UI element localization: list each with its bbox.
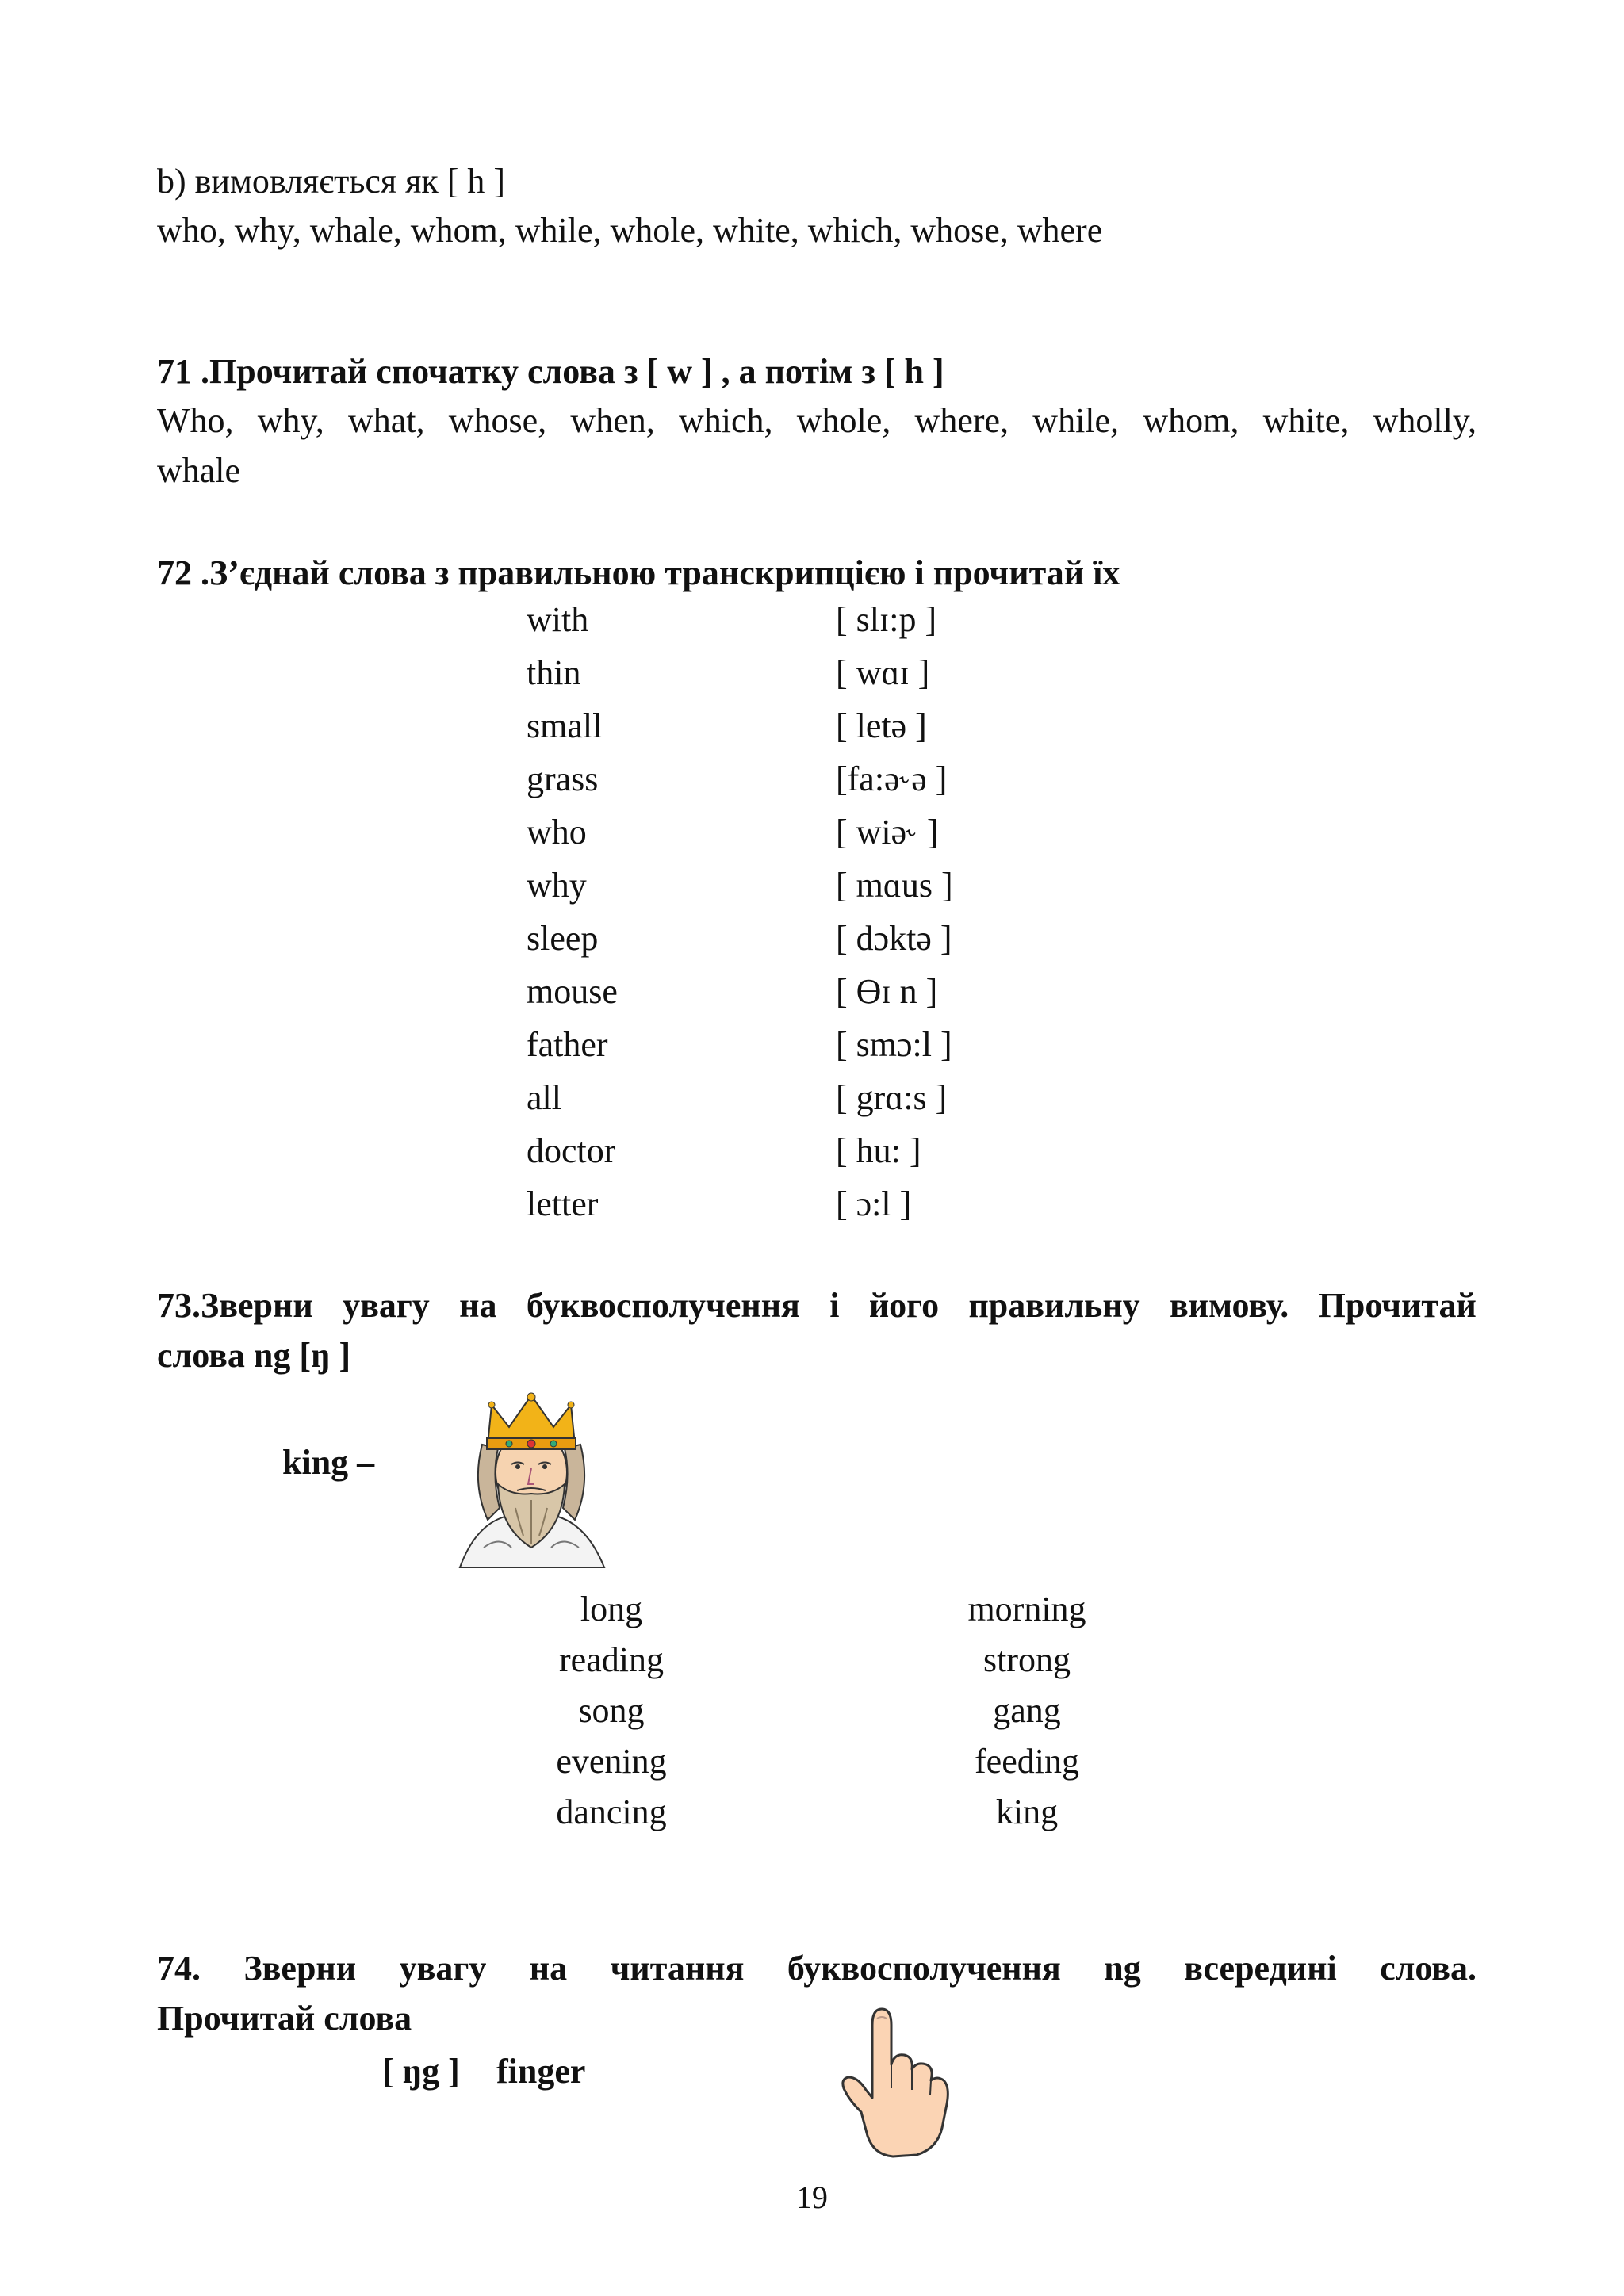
exercise-71-title: 71 .Прочитай спочатку слова з [ w ] , а потім з [ h ]	[157, 352, 944, 391]
matching-row	[527, 599, 1074, 652]
word: what,	[347, 401, 425, 440]
exercise-74-title-line-2: Прочитай слова	[157, 1999, 412, 2038]
king-label: king –	[282, 1443, 375, 1482]
word: читання	[610, 1949, 745, 1988]
word: 74.	[157, 1949, 201, 1988]
ng-words-right-column	[944, 1589, 1110, 1843]
word: which,	[678, 401, 773, 440]
matching-word: thin	[527, 653, 581, 692]
matching-row	[527, 1131, 1074, 1184]
word: whose,	[448, 401, 547, 440]
matching-transcription: [ wiə˞ ]	[836, 813, 939, 851]
ng-words-left-column	[528, 1589, 695, 1843]
ng-word: song	[578, 1691, 645, 1730]
matching-row	[527, 1184, 1074, 1237]
ng-word: reading	[559, 1640, 664, 1679]
word: увагу	[343, 1286, 430, 1325]
matching-row	[527, 918, 1074, 971]
finger-word: finger	[496, 2052, 586, 2091]
ng-word: strong	[983, 1640, 1071, 1679]
exercise-72-matching-table	[527, 599, 1074, 1237]
matching-transcription: [fa:ə˞ə ]	[836, 760, 948, 798]
matching-transcription: [ smɔ:l ]	[836, 1025, 952, 1064]
page-number: 19	[796, 2179, 828, 2215]
word: буквосполучення	[526, 1286, 800, 1325]
matching-row	[527, 971, 1074, 1024]
word: і	[829, 1286, 840, 1325]
ng-word: morning	[967, 1590, 1086, 1628]
matching-row	[527, 706, 1074, 759]
word: whom,	[1143, 401, 1239, 440]
ng-word: feeding	[975, 1742, 1079, 1781]
ng-word: long	[580, 1590, 643, 1628]
word: його	[868, 1286, 940, 1325]
word: why,	[257, 401, 324, 440]
section-b-words: who, why, whale, whom, while, whole, white, which, whose, where	[157, 211, 1103, 250]
word: увагу	[399, 1949, 487, 1988]
matching-word: small	[527, 706, 603, 745]
exercise-72-title: 72 .З’єднай слова з правильною транскрипцією і прочитай їх	[157, 553, 1120, 592]
king-illustration	[452, 1389, 611, 1571]
word: слова.	[1380, 1949, 1477, 1988]
exercise-73-title-line-1	[157, 1281, 1477, 1330]
matching-word: doctor	[527, 1131, 616, 1170]
exercise-74-title	[157, 1944, 1477, 1993]
matching-transcription: [ dɔktə ]	[836, 919, 952, 958]
ng-transcription: [ ŋg ]	[382, 2052, 460, 2091]
matching-transcription: [ hu: ]	[836, 1131, 921, 1170]
exercise-71-line-2: whale	[157, 451, 241, 490]
section-b-heading: b) вимовляється як [ h ]	[157, 162, 506, 201]
matching-word: letter	[527, 1184, 599, 1223]
word: while,	[1032, 401, 1120, 440]
matching-word: sleep	[527, 919, 599, 958]
matching-transcription: [ grɑ:s ]	[836, 1078, 948, 1117]
ng-word: evening	[556, 1742, 667, 1781]
ng-word: gang	[993, 1691, 1061, 1730]
word: white,	[1262, 401, 1350, 440]
matching-word: with	[527, 600, 589, 639]
exercise-73-title	[157, 1281, 1477, 1330]
word: всередині	[1184, 1949, 1337, 1988]
matching-word: why	[527, 866, 587, 905]
matching-row	[527, 652, 1074, 706]
exercise-71-line-1	[157, 396, 1477, 446]
word: when,	[570, 401, 655, 440]
pointing-finger-icon	[837, 2001, 956, 2160]
matching-word: father	[527, 1025, 608, 1064]
word: на	[459, 1286, 497, 1325]
matching-row	[527, 1024, 1074, 1077]
matching-word: all	[527, 1078, 561, 1117]
matching-transcription: [ wɑɪ ]	[836, 653, 930, 692]
matching-word: mouse	[527, 972, 618, 1011]
ng-word: dancing	[556, 1793, 667, 1831]
word: буквосполучення	[787, 1949, 1061, 1988]
matching-transcription: [ letə ]	[836, 706, 927, 745]
matching-transcription: [ mɑus ]	[836, 866, 953, 905]
matching-transcription: [ ɔ:l ]	[836, 1184, 912, 1223]
matching-row	[527, 759, 1074, 812]
word: Прочитай	[1318, 1286, 1477, 1325]
word: 73.Зверни	[157, 1286, 313, 1325]
exercise-73-title-line-2: слова ng [ŋ ]	[157, 1336, 351, 1375]
exercise-71-words	[157, 396, 1477, 446]
word: Who,	[157, 401, 234, 440]
word: where,	[914, 401, 1009, 440]
word: ng	[1104, 1949, 1141, 1988]
word: на	[529, 1949, 568, 1988]
matching-word: grass	[527, 760, 599, 798]
word: whole,	[796, 401, 891, 440]
matching-row	[527, 812, 1074, 865]
word: Зверни	[243, 1949, 357, 1988]
word: правильну	[968, 1286, 1140, 1325]
word: wholly,	[1373, 401, 1477, 440]
exercise-74-title-line-1	[157, 1944, 1477, 1993]
word: вимову.	[1170, 1286, 1289, 1325]
matching-transcription: [ slɪ:p ]	[836, 600, 937, 639]
matching-transcription: [ Ɵɪ n ]	[836, 972, 938, 1011]
ng-word: king	[995, 1793, 1059, 1831]
matching-row	[527, 865, 1074, 918]
matching-word: who	[527, 813, 587, 851]
matching-row	[527, 1077, 1074, 1131]
